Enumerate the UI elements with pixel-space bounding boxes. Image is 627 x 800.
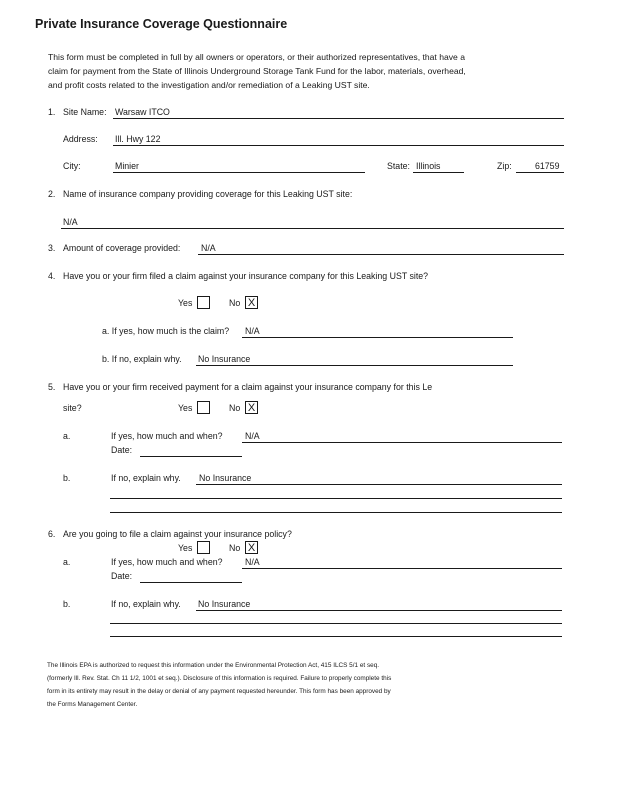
q6a-label: If yes, how much and when? — [111, 557, 223, 567]
q5a-label: If yes, how much and when? — [111, 431, 223, 441]
state-label: State: — [387, 161, 410, 171]
q5-date-line[interactable] — [140, 456, 242, 457]
footer-line-3: form in its entirety may result in the delay or denial of any payment requested hereunder. This form has been approved by — [47, 688, 391, 695]
city-label: City: — [63, 161, 81, 171]
q4b-value[interactable]: No Insurance — [198, 354, 251, 364]
q4-no-checkbox[interactable]: X — [245, 296, 258, 309]
coverage-amount-value[interactable]: N/A — [201, 243, 216, 253]
address-line — [113, 145, 564, 146]
q5a-value[interactable]: N/A — [245, 431, 260, 441]
q5b-line-3[interactable] — [110, 512, 562, 513]
city-value[interactable]: Minier — [115, 161, 139, 171]
site-name-line — [113, 118, 564, 119]
q5-yes-checkbox[interactable] — [197, 401, 210, 414]
q4-yes-label: Yes — [178, 298, 193, 308]
q5-yes-label: Yes — [178, 403, 193, 413]
q5b-value[interactable]: No Insurance — [199, 473, 252, 483]
state-value[interactable]: Illinois — [416, 161, 441, 171]
address-value[interactable]: Ill. Hwy 122 — [115, 134, 161, 144]
q4a-label: a. If yes, how much is the claim? — [102, 326, 230, 336]
q4a-value[interactable]: N/A — [245, 326, 260, 336]
q6b-label: If no, explain why. — [111, 599, 181, 609]
zip-label: Zip: — [497, 161, 512, 171]
q5-question: Have you or your firm received payment for a claim against your insurance company for this Le — [63, 382, 433, 392]
q6b-line-2[interactable] — [110, 623, 562, 624]
site-name-label: Site Name: — [63, 107, 107, 117]
q6-question: Are you going to file a claim against your insurance policy? — [63, 529, 292, 539]
q4b-label: b. If no, explain why. — [102, 354, 182, 364]
q2-number: 2. — [48, 189, 56, 199]
q6a-letter: a. — [63, 557, 71, 567]
q6-number: 6. — [48, 529, 56, 539]
insurance-company-value[interactable]: N/A — [63, 217, 78, 227]
q5-no-checkbox[interactable]: X — [245, 401, 258, 414]
q5-number: 5. — [48, 382, 56, 392]
q5b-line-1 — [196, 484, 562, 485]
q6-no-label: No — [229, 543, 241, 553]
address-label: Address: — [63, 134, 98, 144]
q2-question: Name of insurance company providing coverage for this Leaking UST site: — [63, 189, 353, 199]
q6-yes-label: Yes — [178, 543, 193, 553]
q6-date-line[interactable] — [140, 582, 242, 583]
q5-question-cont: site? — [63, 403, 82, 413]
q6b-value[interactable]: No Insurance — [198, 599, 251, 609]
q5b-letter: b. — [63, 473, 71, 483]
intro-line-1: This form must be completed in full by all owners or operators, or their authorized representatives, that have a — [48, 52, 465, 62]
q6a-value[interactable]: N/A — [245, 557, 260, 567]
q3-question: Amount of coverage provided: — [63, 243, 181, 253]
footer-line-2: (formerly Ill. Rev. Stat. Ch 11 1/2, 1001 et seq.). Disclosure of this information is required. Failure to properly complete this — [47, 675, 392, 682]
q5a-letter: a. — [63, 431, 71, 441]
q6b-line-3[interactable] — [110, 636, 562, 637]
q3-number: 3. — [48, 243, 56, 253]
state-line — [413, 172, 464, 173]
coverage-amount-line — [198, 254, 564, 255]
zip-line — [516, 172, 564, 173]
q6-no-checkbox[interactable]: X — [245, 541, 258, 554]
q4-yes-checkbox[interactable] — [197, 296, 210, 309]
q4b-line — [196, 365, 513, 366]
form-title: Private Insurance Coverage Questionnaire — [35, 17, 288, 31]
q6b-line-1 — [196, 610, 562, 611]
insurance-company-line — [61, 228, 564, 229]
q5a-line — [242, 442, 562, 443]
city-line — [113, 172, 365, 173]
site-name-value[interactable]: Warsaw ITCO — [115, 107, 170, 117]
q1-number: 1. — [48, 107, 56, 117]
q6-date-label: Date: — [111, 571, 133, 581]
q5b-label: If no, explain why. — [111, 473, 181, 483]
q5-no-label: No — [229, 403, 241, 413]
intro-line-3: and profit costs related to the investigation and/or remediation of a Leaking UST site. — [48, 80, 370, 90]
q4a-line — [242, 337, 513, 338]
q4-number: 4. — [48, 271, 56, 281]
q6a-line — [242, 568, 562, 569]
q4-question: Have you or your firm filed a claim against your insurance company for this Leaking UST site? — [63, 271, 429, 281]
q4-no-label: No — [229, 298, 241, 308]
q5-date-label: Date: — [111, 445, 133, 455]
footer-line-1: The Illinois EPA is authorized to request this information under the Environmental Protection Act, 415 ILCS 5/1 et seq. — [47, 662, 380, 669]
footer-line-4: the Forms Management Center. — [47, 701, 138, 708]
intro-line-2: claim for payment from the State of Illinois Underground Storage Tank Fund for the labor, materials, overhead, — [48, 66, 466, 76]
q6-yes-checkbox[interactable] — [197, 541, 210, 554]
q6b-letter: b. — [63, 599, 71, 609]
zip-value[interactable]: 61759 — [535, 161, 560, 171]
q5b-line-2[interactable] — [110, 498, 562, 499]
